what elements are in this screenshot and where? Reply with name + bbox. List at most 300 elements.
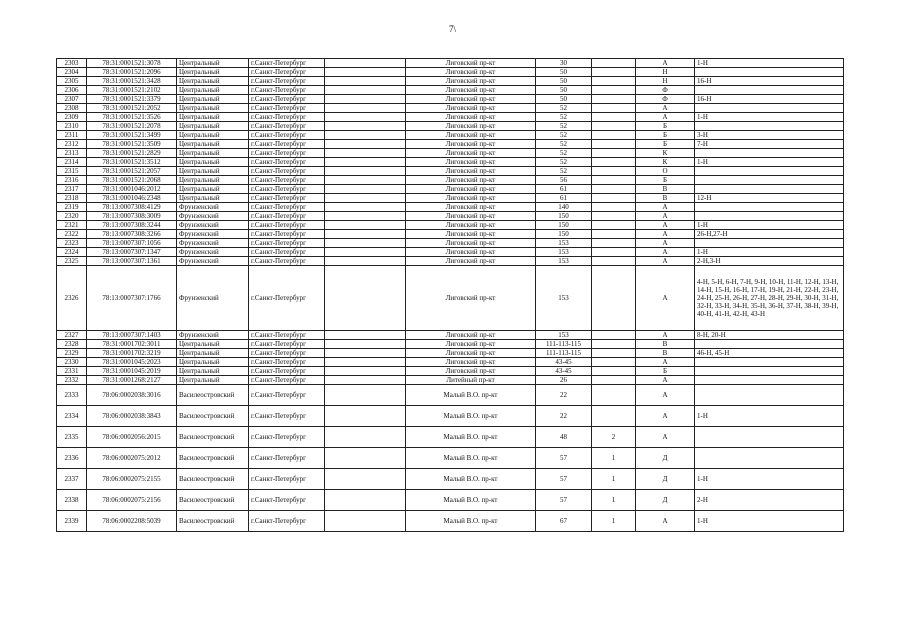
premises-cell: 2-Н — [695, 490, 844, 511]
street-cell: Лиговский пр-кт — [406, 194, 536, 203]
cadastral-number-cell: 78:31:0001521:3499 — [87, 131, 177, 140]
blank-cell-cell — [325, 248, 406, 257]
blank-cell-cell — [325, 406, 406, 427]
city-cell: г.Санкт-Петербург — [249, 149, 325, 158]
cadastral-number-cell: 78:31:0001521:3509 — [87, 140, 177, 149]
cadastral-number-cell: 78:06:0002038:3016 — [87, 385, 177, 406]
blank-cell-cell — [325, 448, 406, 469]
district-cell: Центральный — [177, 149, 249, 158]
table-row — [57, 185, 844, 194]
letter-cell: Б — [636, 176, 695, 185]
district-cell: Центральный — [177, 86, 249, 95]
letter-cell: В — [636, 349, 695, 358]
district-cell: Центральный — [177, 358, 249, 367]
city-cell: г.Санкт-Петербург — [249, 376, 325, 385]
city-cell: г.Санкт-Петербург — [249, 367, 325, 376]
cadastral-number-cell: 78:13:0007307:1056 — [87, 239, 177, 248]
city-cell: г.Санкт-Петербург — [249, 230, 325, 239]
street-cell: Лиговский пр-кт — [406, 203, 536, 212]
building-number-cell — [592, 257, 636, 266]
house-number-cell: 150 — [536, 221, 592, 230]
premises-cell: 1-Н — [695, 469, 844, 490]
city-cell: г.Санкт-Петербург — [249, 113, 325, 122]
row-number-cell: 2312 — [57, 140, 87, 149]
building-number-cell: 1 — [592, 511, 636, 532]
house-number-cell: 140 — [536, 203, 592, 212]
street-cell: Лиговский пр-кт — [406, 68, 536, 77]
cadastral-number-cell: 78:31:0001521:2078 — [87, 122, 177, 131]
table-row — [57, 257, 844, 266]
table-row — [57, 239, 844, 248]
district-cell: Фрунзенский — [177, 257, 249, 266]
row-number-cell: 2318 — [57, 194, 87, 203]
cadastral-number-cell: 78:13:0007307:1766 — [87, 266, 177, 331]
letter-cell: А — [636, 230, 695, 239]
street-cell: Литейный пр-кт — [406, 376, 536, 385]
row-number-cell: 2337 — [57, 469, 87, 490]
table-row — [57, 122, 844, 131]
premises-cell — [695, 68, 844, 77]
premises-cell: 4-Н, 5-Н, 6-Н, 7-Н, 9-Н, 10-Н, 11-Н, 12-Н, 13-Н, 14-Н, 15-Н, 16-Н, 17-Н, 19-Н, 21-Н, 22-Н, 23-Н, 24-Н, 25-Н, 26-Н, 27-Н, 28-Н, 29-Н, 30-Н, 31-Н, 32-Н, 33-Н, 34-Н, 35-Н, 36-Н, 37-Н, 38-Н, 39-Н, 40-Н, 41-Н, 42-Н, 43-Н — [695, 266, 844, 331]
letter-cell: А — [636, 59, 695, 68]
building-number-cell — [592, 212, 636, 221]
table-row — [57, 340, 844, 349]
city-cell: г.Санкт-Петербург — [249, 406, 325, 427]
blank-cell-cell — [325, 185, 406, 194]
street-cell: Лиговский пр-кт — [406, 149, 536, 158]
letter-cell: А — [636, 113, 695, 122]
house-number-cell: 57 — [536, 490, 592, 511]
city-cell: г.Санкт-Петербург — [249, 158, 325, 167]
table-row — [57, 230, 844, 239]
row-number-cell: 2339 — [57, 511, 87, 532]
row-number-cell: 2313 — [57, 149, 87, 158]
premises-cell: 8-Н, 20-Н — [695, 331, 844, 340]
district-cell: Фрунзенский — [177, 212, 249, 221]
street-cell: Лиговский пр-кт — [406, 77, 536, 86]
table-row — [57, 86, 844, 95]
house-number-cell: 30 — [536, 59, 592, 68]
house-number-cell: 52 — [536, 113, 592, 122]
cadastral-number-cell: 78:31:0001521:2057 — [87, 167, 177, 176]
premises-cell: 7-Н — [695, 140, 844, 149]
house-number-cell: 50 — [536, 86, 592, 95]
house-number-cell: 52 — [536, 104, 592, 113]
cadastral-number-cell: 78:13:0007308:3009 — [87, 212, 177, 221]
city-cell: г.Санкт-Петербург — [249, 86, 325, 95]
house-number-cell: 57 — [536, 448, 592, 469]
table-row — [57, 149, 844, 158]
premises-cell — [695, 185, 844, 194]
table-row — [57, 406, 844, 427]
cadastral-number-cell: 78:31:0001521:2096 — [87, 68, 177, 77]
blank-cell-cell — [325, 77, 406, 86]
house-number-cell: 111-113-115 — [536, 349, 592, 358]
city-cell: г.Санкт-Петербург — [249, 104, 325, 113]
blank-cell-cell — [325, 331, 406, 340]
street-cell: Малый В.О. пр-кт — [406, 427, 536, 448]
premises-cell — [695, 385, 844, 406]
cadastral-number-cell: 78:31:0001521:2052 — [87, 104, 177, 113]
street-cell: Малый В.О. пр-кт — [406, 511, 536, 532]
district-cell: Центральный — [177, 77, 249, 86]
row-number-cell: 2336 — [57, 448, 87, 469]
district-cell: Центральный — [177, 194, 249, 203]
street-cell: Лиговский пр-кт — [406, 331, 536, 340]
blank-cell-cell — [325, 167, 406, 176]
house-number-cell: 153 — [536, 239, 592, 248]
street-cell: Малый В.О. пр-кт — [406, 490, 536, 511]
row-number-cell: 2321 — [57, 221, 87, 230]
street-cell: Лиговский пр-кт — [406, 158, 536, 167]
table-row — [57, 221, 844, 230]
cadastral-number-cell: 78:31:0001046:2012 — [87, 185, 177, 194]
house-number-cell: 52 — [536, 149, 592, 158]
building-number-cell — [592, 194, 636, 203]
premises-cell: 1-Н — [695, 221, 844, 230]
street-cell: Лиговский пр-кт — [406, 340, 536, 349]
street-cell: Малый В.О. пр-кт — [406, 406, 536, 427]
city-cell: г.Санкт-Петербург — [249, 385, 325, 406]
district-cell: Василеостровский — [177, 427, 249, 448]
building-number-cell — [592, 203, 636, 212]
cadastral-number-cell: 78:31:0001521:2068 — [87, 176, 177, 185]
blank-cell-cell — [325, 511, 406, 532]
street-cell: Лиговский пр-кт — [406, 212, 536, 221]
premises-cell — [695, 86, 844, 95]
district-cell: Центральный — [177, 68, 249, 77]
premises-cell: 26-Н,27-Н — [695, 230, 844, 239]
city-cell: г.Санкт-Петербург — [249, 248, 325, 257]
house-number-cell: 48 — [536, 427, 592, 448]
house-number-cell: 50 — [536, 77, 592, 86]
city-cell: г.Санкт-Петербург — [249, 490, 325, 511]
street-cell: Лиговский пр-кт — [406, 257, 536, 266]
row-number-cell: 2335 — [57, 427, 87, 448]
city-cell: г.Санкт-Петербург — [249, 194, 325, 203]
letter-cell: А — [636, 221, 695, 230]
letter-cell: А — [636, 427, 695, 448]
premises-cell — [695, 122, 844, 131]
district-cell: Фрунзенский — [177, 248, 249, 257]
row-number-cell: 2315 — [57, 167, 87, 176]
district-cell: Центральный — [177, 113, 249, 122]
street-cell: Лиговский пр-кт — [406, 248, 536, 257]
district-cell: Центральный — [177, 158, 249, 167]
blank-cell-cell — [325, 266, 406, 331]
street-cell: Лиговский пр-кт — [406, 113, 536, 122]
building-number-cell — [592, 406, 636, 427]
house-number-cell: 43-45 — [536, 358, 592, 367]
blank-cell-cell — [325, 349, 406, 358]
building-number-cell — [592, 86, 636, 95]
street-cell: Лиговский пр-кт — [406, 176, 536, 185]
row-number-cell: 2310 — [57, 122, 87, 131]
blank-cell-cell — [325, 68, 406, 77]
house-number-cell: 52 — [536, 131, 592, 140]
row-number-cell: 2320 — [57, 212, 87, 221]
row-number-cell: 2330 — [57, 358, 87, 367]
cadastral-number-cell: 78:31:0001521:3428 — [87, 77, 177, 86]
building-number-cell — [592, 158, 636, 167]
building-number-cell — [592, 331, 636, 340]
blank-cell-cell — [325, 95, 406, 104]
house-number-cell: 52 — [536, 167, 592, 176]
letter-cell: А — [636, 511, 695, 532]
table-row — [57, 427, 844, 448]
cadastral-number-cell: 78:31:0001046:2348 — [87, 194, 177, 203]
premises-cell — [695, 176, 844, 185]
cadastral-number-cell: 78:31:0001268:2127 — [87, 376, 177, 385]
letter-cell: В — [636, 185, 695, 194]
premises-cell — [695, 448, 844, 469]
blank-cell-cell — [325, 358, 406, 367]
district-cell: Центральный — [177, 185, 249, 194]
house-number-cell: 67 — [536, 511, 592, 532]
blank-cell-cell — [325, 340, 406, 349]
district-cell: Центральный — [177, 122, 249, 131]
table-row — [57, 194, 844, 203]
building-number-cell — [592, 367, 636, 376]
table-row — [57, 266, 844, 331]
building-number-cell — [592, 358, 636, 367]
premises-cell: 3-Н — [695, 131, 844, 140]
page-number: 7\ — [448, 24, 456, 34]
table-row — [57, 376, 844, 385]
letter-cell: К — [636, 149, 695, 158]
letter-cell: А — [636, 104, 695, 113]
cadastral-number-cell: 78:31:0001521:3379 — [87, 95, 177, 104]
district-cell: Фрунзенский — [177, 331, 249, 340]
house-number-cell: 153 — [536, 331, 592, 340]
table-row — [57, 511, 844, 532]
blank-cell-cell — [325, 104, 406, 113]
letter-cell: А — [636, 248, 695, 257]
letter-cell: В — [636, 194, 695, 203]
cadastral-number-cell: 78:13:0007308:4129 — [87, 203, 177, 212]
street-cell: Лиговский пр-кт — [406, 230, 536, 239]
letter-cell: В — [636, 340, 695, 349]
cadastral-number-cell: 78:31:0001045:2023 — [87, 358, 177, 367]
street-cell: Лиговский пр-кт — [406, 167, 536, 176]
letter-cell: А — [636, 203, 695, 212]
blank-cell-cell — [325, 131, 406, 140]
building-number-cell: 1 — [592, 448, 636, 469]
street-cell: Лиговский пр-кт — [406, 104, 536, 113]
district-cell: Василеостровский — [177, 469, 249, 490]
district-cell: Фрунзенский — [177, 230, 249, 239]
letter-cell: Д — [636, 448, 695, 469]
city-cell: г.Санкт-Петербург — [249, 185, 325, 194]
building-number-cell — [592, 140, 636, 149]
blank-cell-cell — [325, 230, 406, 239]
table-row — [57, 158, 844, 167]
table-row — [57, 248, 844, 257]
building-number-cell — [592, 167, 636, 176]
house-number-cell: 52 — [536, 140, 592, 149]
house-number-cell: 111-113-115 — [536, 340, 592, 349]
district-cell: Центральный — [177, 376, 249, 385]
table-row — [57, 113, 844, 122]
row-number-cell: 2331 — [57, 367, 87, 376]
property-registry-table — [56, 58, 844, 532]
letter-cell: Н — [636, 77, 695, 86]
premises-cell — [695, 358, 844, 367]
blank-cell-cell — [325, 149, 406, 158]
premises-cell: 1-Н — [695, 158, 844, 167]
building-number-cell — [592, 185, 636, 194]
row-number-cell: 2327 — [57, 331, 87, 340]
house-number-cell: 61 — [536, 185, 592, 194]
premises-cell: 12-Н — [695, 194, 844, 203]
blank-cell-cell — [325, 212, 406, 221]
letter-cell: А — [636, 257, 695, 266]
row-number-cell: 2314 — [57, 158, 87, 167]
street-cell: Малый В.О. пр-кт — [406, 448, 536, 469]
letter-cell: А — [636, 358, 695, 367]
cadastral-number-cell: 78:31:0001521:2829 — [87, 149, 177, 158]
district-cell: Фрунзенский — [177, 221, 249, 230]
letter-cell: А — [636, 212, 695, 221]
city-cell: г.Санкт-Петербург — [249, 331, 325, 340]
table-row — [57, 68, 844, 77]
district-cell: Центральный — [177, 140, 249, 149]
building-number-cell — [592, 230, 636, 239]
street-cell: Лиговский пр-кт — [406, 266, 536, 331]
letter-cell: Н — [636, 68, 695, 77]
table-row — [57, 212, 844, 221]
letter-cell: Д — [636, 490, 695, 511]
blank-cell-cell — [325, 239, 406, 248]
city-cell: г.Санкт-Петербург — [249, 176, 325, 185]
premises-cell: 1-Н — [695, 59, 844, 68]
letter-cell: Д — [636, 469, 695, 490]
street-cell: Лиговский пр-кт — [406, 59, 536, 68]
city-cell: г.Санкт-Петербург — [249, 122, 325, 131]
district-cell: Центральный — [177, 104, 249, 113]
premises-cell — [695, 203, 844, 212]
building-number-cell — [592, 221, 636, 230]
cadastral-number-cell: 78:31:0001702:3219 — [87, 349, 177, 358]
letter-cell: Б — [636, 367, 695, 376]
city-cell: г.Санкт-Петербург — [249, 349, 325, 358]
row-number-cell: 2333 — [57, 385, 87, 406]
row-number-cell: 2316 — [57, 176, 87, 185]
cadastral-number-cell: 78:31:0001702:3011 — [87, 340, 177, 349]
blank-cell-cell — [325, 469, 406, 490]
district-cell: Василеостровский — [177, 511, 249, 532]
house-number-cell: 61 — [536, 194, 592, 203]
premises-cell: 16-Н — [695, 95, 844, 104]
registry-body — [57, 59, 844, 532]
row-number-cell: 2338 — [57, 490, 87, 511]
cadastral-number-cell: 78:31:0001521:3526 — [87, 113, 177, 122]
row-number-cell: 2332 — [57, 376, 87, 385]
city-cell: г.Санкт-Петербург — [249, 448, 325, 469]
table-row — [57, 77, 844, 86]
building-number-cell: 1 — [592, 490, 636, 511]
city-cell: г.Санкт-Петербург — [249, 511, 325, 532]
district-cell: Василеостровский — [177, 406, 249, 427]
cadastral-number-cell: 78:31:0001521:3512 — [87, 158, 177, 167]
cadastral-number-cell: 78:31:0001521:3078 — [87, 59, 177, 68]
row-number-cell: 2329 — [57, 349, 87, 358]
city-cell: г.Санкт-Петербург — [249, 95, 325, 104]
cadastral-number-cell: 78:13:0007308:3266 — [87, 230, 177, 239]
premises-cell — [695, 149, 844, 158]
district-cell: Центральный — [177, 367, 249, 376]
blank-cell-cell — [325, 490, 406, 511]
building-number-cell — [592, 385, 636, 406]
building-number-cell — [592, 131, 636, 140]
row-number-cell: 2308 — [57, 104, 87, 113]
row-number-cell: 2306 — [57, 86, 87, 95]
house-number-cell: 22 — [536, 385, 592, 406]
premises-cell: 46-Н, 45-Н — [695, 349, 844, 358]
row-number-cell: 2328 — [57, 340, 87, 349]
row-number-cell: 2325 — [57, 257, 87, 266]
city-cell: г.Санкт-Петербург — [249, 77, 325, 86]
house-number-cell: 153 — [536, 266, 592, 331]
table-row — [57, 203, 844, 212]
cadastral-number-cell: 78:13:0007308:3244 — [87, 221, 177, 230]
street-cell: Лиговский пр-кт — [406, 95, 536, 104]
house-number-cell: 43-45 — [536, 367, 592, 376]
table-row — [57, 349, 844, 358]
city-cell: г.Санкт-Петербург — [249, 266, 325, 331]
row-number-cell: 2317 — [57, 185, 87, 194]
house-number-cell: 50 — [536, 95, 592, 104]
street-cell: Лиговский пр-кт — [406, 86, 536, 95]
house-number-cell: 57 — [536, 469, 592, 490]
building-number-cell — [592, 122, 636, 131]
building-number-cell — [592, 104, 636, 113]
row-number-cell: 2322 — [57, 230, 87, 239]
building-number-cell — [592, 77, 636, 86]
city-cell: г.Санкт-Петербург — [249, 221, 325, 230]
building-number-cell — [592, 68, 636, 77]
letter-cell: Б — [636, 131, 695, 140]
blank-cell-cell — [325, 176, 406, 185]
blank-cell-cell — [325, 194, 406, 203]
row-number-cell: 2311 — [57, 131, 87, 140]
cadastral-number-cell: 78:06:0002075:2156 — [87, 490, 177, 511]
house-number-cell: 150 — [536, 212, 592, 221]
city-cell: г.Санкт-Петербург — [249, 167, 325, 176]
cadastral-number-cell: 78:13:0007307:1403 — [87, 331, 177, 340]
blank-cell-cell — [325, 221, 406, 230]
table-row — [57, 448, 844, 469]
premises-cell: 1-Н — [695, 248, 844, 257]
district-cell: Василеостровский — [177, 385, 249, 406]
premises-cell — [695, 367, 844, 376]
street-cell: Лиговский пр-кт — [406, 122, 536, 131]
district-cell: Центральный — [177, 95, 249, 104]
city-cell: г.Санкт-Петербург — [249, 131, 325, 140]
table-row — [57, 385, 844, 406]
district-cell: Центральный — [177, 59, 249, 68]
building-number-cell — [592, 376, 636, 385]
cadastral-number-cell: 78:06:0002038:3843 — [87, 406, 177, 427]
table-row — [57, 331, 844, 340]
row-number-cell: 2307 — [57, 95, 87, 104]
city-cell: г.Санкт-Петербург — [249, 68, 325, 77]
letter-cell: А — [636, 266, 695, 331]
table-row — [57, 176, 844, 185]
row-number-cell: 2305 — [57, 77, 87, 86]
house-number-cell: 50 — [536, 68, 592, 77]
blank-cell-cell — [325, 385, 406, 406]
